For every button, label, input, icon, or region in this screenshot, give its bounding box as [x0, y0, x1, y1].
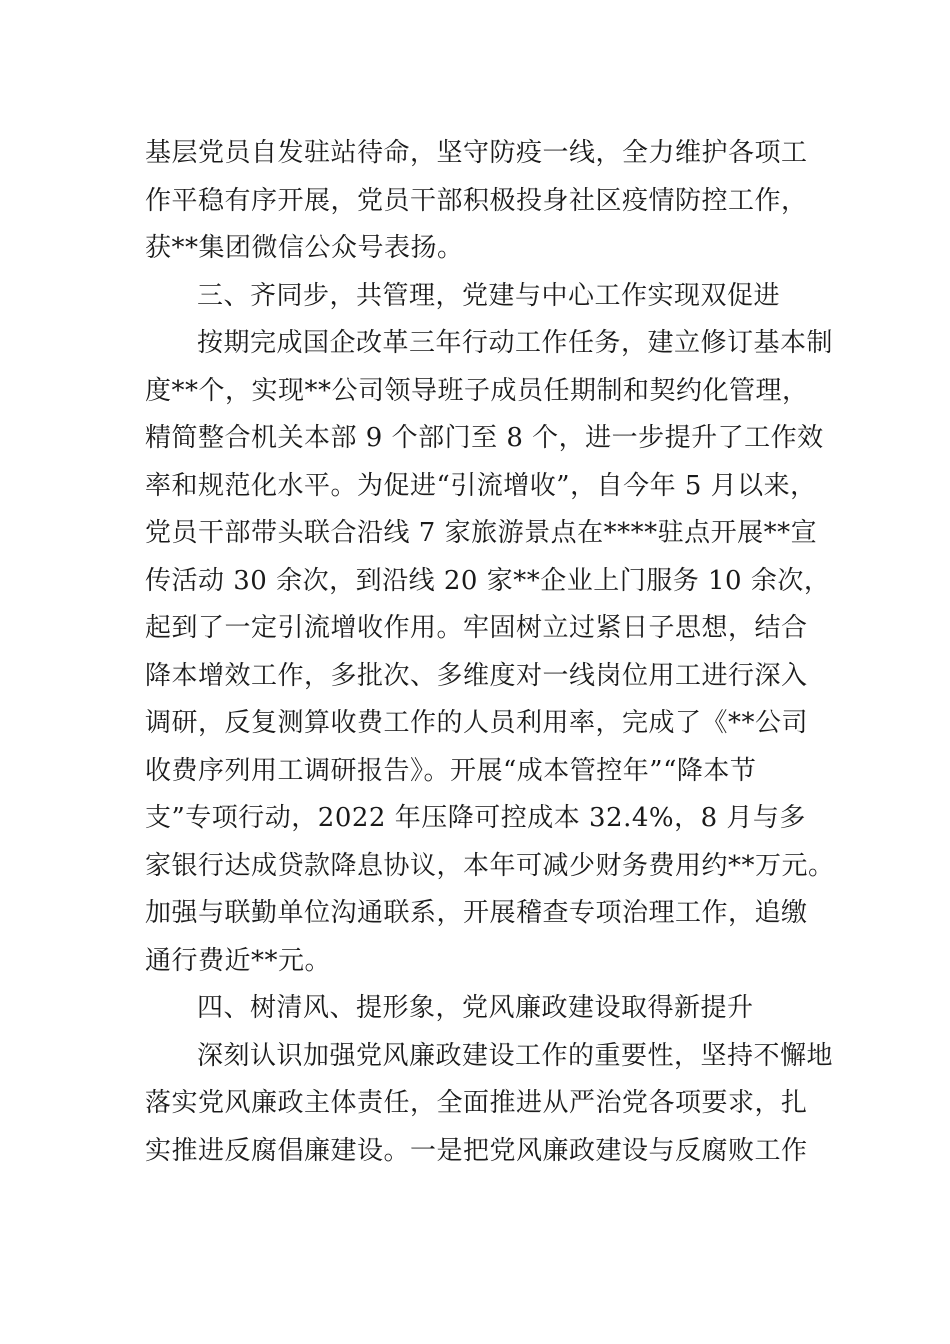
text-line: 精简整合机关本部 9 个部门至 8 个，进一步提升了工作效: [145, 423, 824, 453]
text-line: 党员干部带头联合沿线 7 家旅游景点在****驻点开展**宣: [145, 518, 818, 548]
text-line: 降本增效工作，多批次、多维度对一线岗位用工进行深入: [145, 660, 808, 691]
section-heading-3: [145, 273, 810, 321]
text-line: 起到了一定引流增收作用。牢固树立过紧日子思想，结合: [145, 613, 808, 643]
text-line: 传活动 30 余次，到沿线 20 家**企业上门服务 10 余次，: [145, 565, 831, 596]
text-line: 支”专项行动，2022 年压降可控成本 32.4%，8 月与多: [145, 803, 806, 833]
text-line: 实推进反腐倡廉建设。一是把党风廉政建设与反腐败工作: [145, 1135, 808, 1166]
text-line: 加强与联勤单位沟通联系，开展稽查专项治理工作，追缴: [145, 898, 808, 928]
text-line: 基层党员自发驻站待命，坚守防疫一线，全力维护各项工: [145, 138, 808, 168]
text-line: 获**集团微信公众号表扬。: [145, 233, 464, 263]
paragraph-section-4: [145, 1033, 834, 1176]
text-line: 率和规范化水平。为促进“引流增收”，自今年 5 月以来，: [145, 470, 817, 501]
text-line: 收费序列用工调研报告》。开展“成本管控年”“降本节: [145, 755, 757, 786]
section-heading-4: [145, 985, 810, 1033]
text-line: 按期完成国企改革三年行动工作任务，建立修订基本制: [197, 328, 834, 358]
text-line: 度**个，实现**公司领导班子成员任期制和契约化管理，: [145, 375, 809, 406]
document-body: [145, 130, 835, 1175]
text-line: 通行费近**元。: [145, 945, 332, 976]
text-line: 作平稳有序开展，党员干部积极投身社区疫情防控工作，: [145, 185, 808, 216]
paragraph-continuation: [145, 130, 810, 273]
heading-line: 三、齐同步，共管理，党建与中心工作实现双促进: [197, 280, 781, 311]
paragraph-section-3: [145, 320, 835, 985]
text-line: 调研，反复测算收费工作的人员利用率，完成了《**公司: [145, 708, 809, 738]
text-line: 深刻认识加强党风廉政建设工作的重要性，坚持不懈地: [197, 1040, 834, 1071]
text-line: 落实党风廉政主体责任，全面推进从严治党各项要求，扎: [145, 1088, 808, 1118]
heading-line: 四、树清风、提形象，党风廉政建设取得新提升: [197, 993, 754, 1023]
text-line: 家银行达成贷款降息协议，本年可减少财务费用约**万元。: [145, 850, 835, 881]
